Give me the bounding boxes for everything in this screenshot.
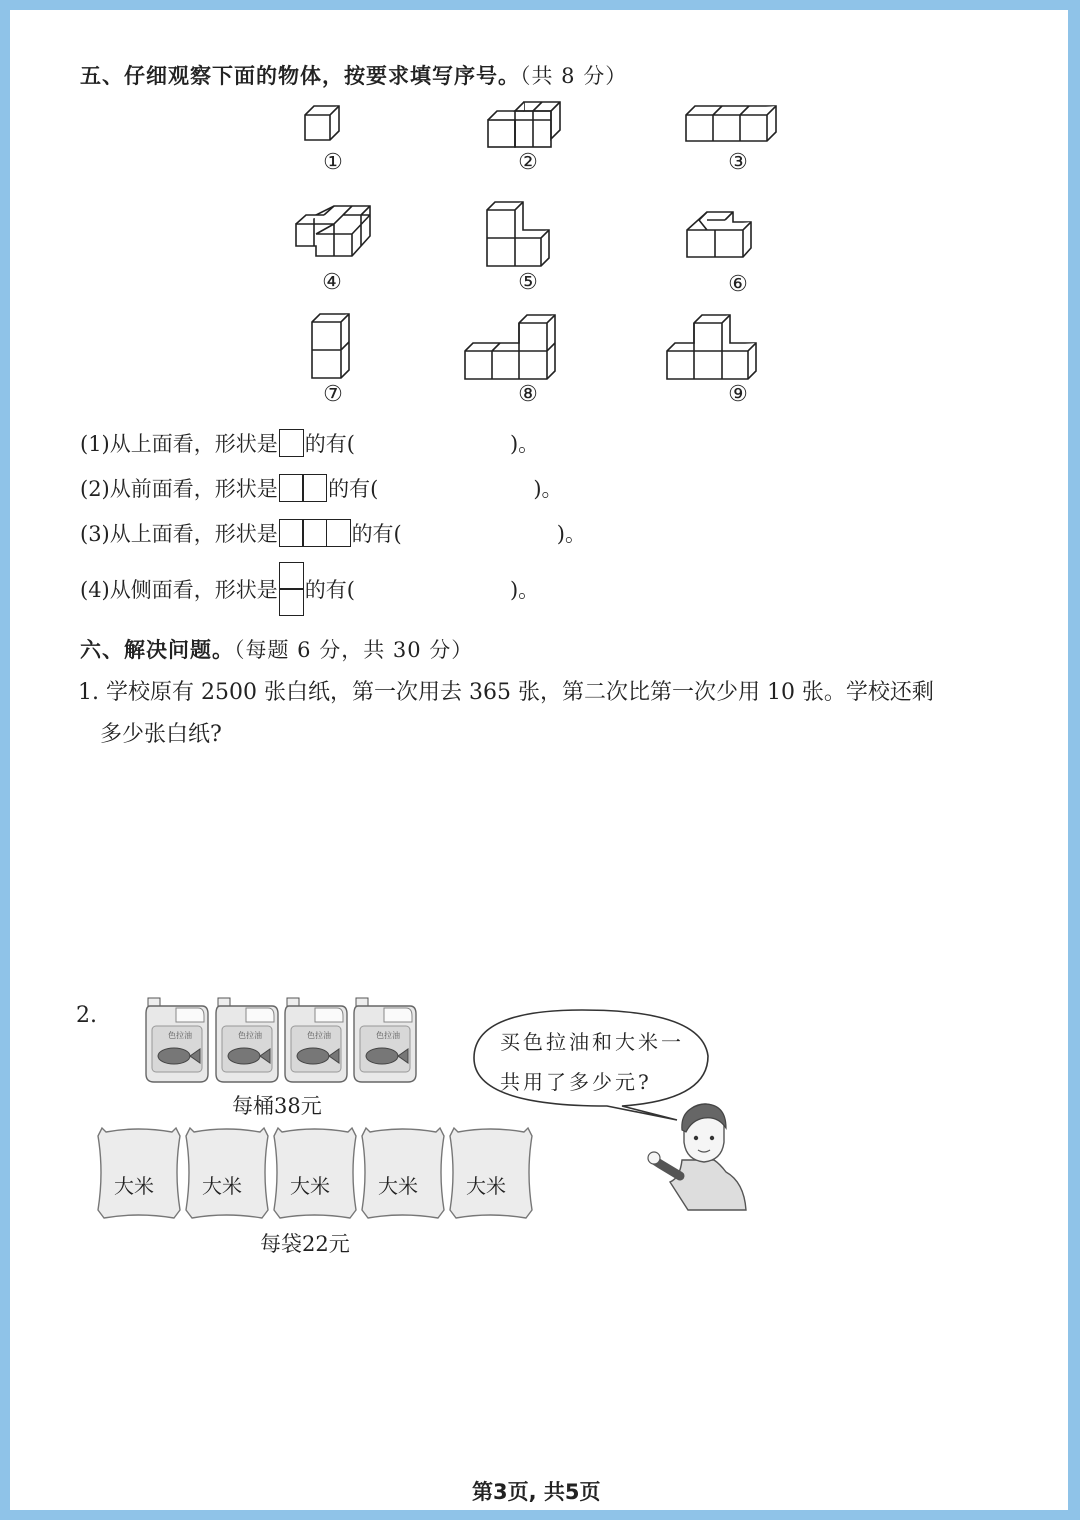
figure-7-cubes xyxy=(312,314,352,380)
section6-score: （每题 6 分，共 30 分） xyxy=(234,638,474,662)
problem-1 xyxy=(78,672,934,756)
question-4-text: (4)从侧面看，形状是 xyxy=(80,578,278,603)
rice-bag-1-label: 大米 xyxy=(114,1174,154,1198)
oil-jug-2 xyxy=(216,998,278,1082)
figure-8-number: ⑧ xyxy=(518,382,538,407)
section5-title xyxy=(80,60,627,90)
figure-1-number: ① xyxy=(323,150,343,175)
problem-2-number: 2. xyxy=(76,1003,97,1028)
figure-9-cubes xyxy=(667,315,759,381)
figure-5-number: ⑤ xyxy=(518,270,538,295)
rice-bags-illustration xyxy=(98,1128,538,1220)
question-3-close: )。 xyxy=(556,522,586,546)
oil-jug-4-label: 色拉油 xyxy=(376,1031,400,1040)
rice-bag-5-label: 大米 xyxy=(466,1174,506,1198)
speech-bubble-line2: 共用了多少元? xyxy=(500,1070,652,1094)
shape-three-squares xyxy=(279,519,351,547)
shape-one-square xyxy=(279,429,304,457)
figure-8-cubes xyxy=(465,315,559,381)
question-3-suffix: 的有( xyxy=(351,522,402,546)
figure-1-cube xyxy=(305,106,345,146)
oil-jug-4 xyxy=(354,998,416,1082)
figure-2-number: ② xyxy=(518,150,538,175)
shape-two-stacked-squares xyxy=(279,562,304,616)
question-4-close: )。 xyxy=(509,578,540,603)
figure-6-number: ⑥ xyxy=(728,272,748,297)
page-number: 第3页, 共5页 xyxy=(472,1480,601,1504)
question-2-suffix: 的有( xyxy=(328,477,379,501)
question-3-text: (3)从上面看，形状是 xyxy=(80,522,278,546)
figure-2-cubes xyxy=(488,102,568,148)
figure-7-number: ⑦ xyxy=(323,382,343,407)
rice-bag-2-label: 大米 xyxy=(202,1174,242,1198)
oil-jug-2-label: 色拉油 xyxy=(238,1031,262,1040)
question-1-text: (1)从上面看，形状是 xyxy=(80,432,278,456)
rice-bag-4-label: 大米 xyxy=(378,1174,418,1198)
figure-4-number: ④ xyxy=(322,270,342,295)
question-1 xyxy=(80,428,539,458)
figure-5-cubes xyxy=(487,202,553,268)
problem-1-line2: 多少张白纸? xyxy=(100,722,222,747)
question-1-close: )。 xyxy=(509,432,540,456)
boy-illustration xyxy=(640,1102,752,1212)
figure-6-cubes xyxy=(687,212,753,260)
oil-jug-1 xyxy=(146,998,208,1082)
speech-bubble-text xyxy=(500,1022,684,1102)
section6-title xyxy=(80,634,473,664)
question-2-close: )。 xyxy=(533,477,563,501)
figure-3-number: ③ xyxy=(728,150,748,175)
section6-title-text: 六、解决问题。 xyxy=(80,637,234,662)
question-2 xyxy=(80,473,563,503)
question-4-suffix: 的有( xyxy=(304,578,355,603)
rice-bag-3-label: 大米 xyxy=(290,1174,330,1198)
speech-bubble-line1: 买色拉油和大米一 xyxy=(500,1030,684,1054)
section5-score: （共 8 分） xyxy=(520,64,628,88)
question-1-suffix: 的有( xyxy=(304,432,355,456)
figure-4-cubes xyxy=(296,206,372,258)
shape-two-squares xyxy=(279,474,327,502)
oil-jug-3 xyxy=(285,998,347,1082)
problem-1-number: 1. xyxy=(78,680,99,705)
oil-jug-3-label: 色拉油 xyxy=(307,1031,331,1040)
oil-jugs-illustration xyxy=(146,998,430,1088)
problem-1-line1: 学校原有 2500 张白纸，第一次用去 365 张，第二次比第一次少用 10 张。学校还剩 xyxy=(106,680,934,705)
oil-jug-1-label: 色拉油 xyxy=(168,1031,192,1040)
figure-3-cubes xyxy=(686,106,778,146)
question-3 xyxy=(80,518,586,548)
worksheet-page xyxy=(10,10,1068,1510)
question-4 xyxy=(80,562,539,616)
rice-price-label: 每袋22元 xyxy=(260,1232,350,1256)
figure-9-number: ⑨ xyxy=(728,382,748,407)
oil-price-label: 每桶38元 xyxy=(232,1094,322,1118)
section5-title-text: 五、仔细观察下面的物体，按要求填写序号。 xyxy=(80,63,520,88)
question-2-text: (2)从前面看，形状是 xyxy=(80,477,278,501)
